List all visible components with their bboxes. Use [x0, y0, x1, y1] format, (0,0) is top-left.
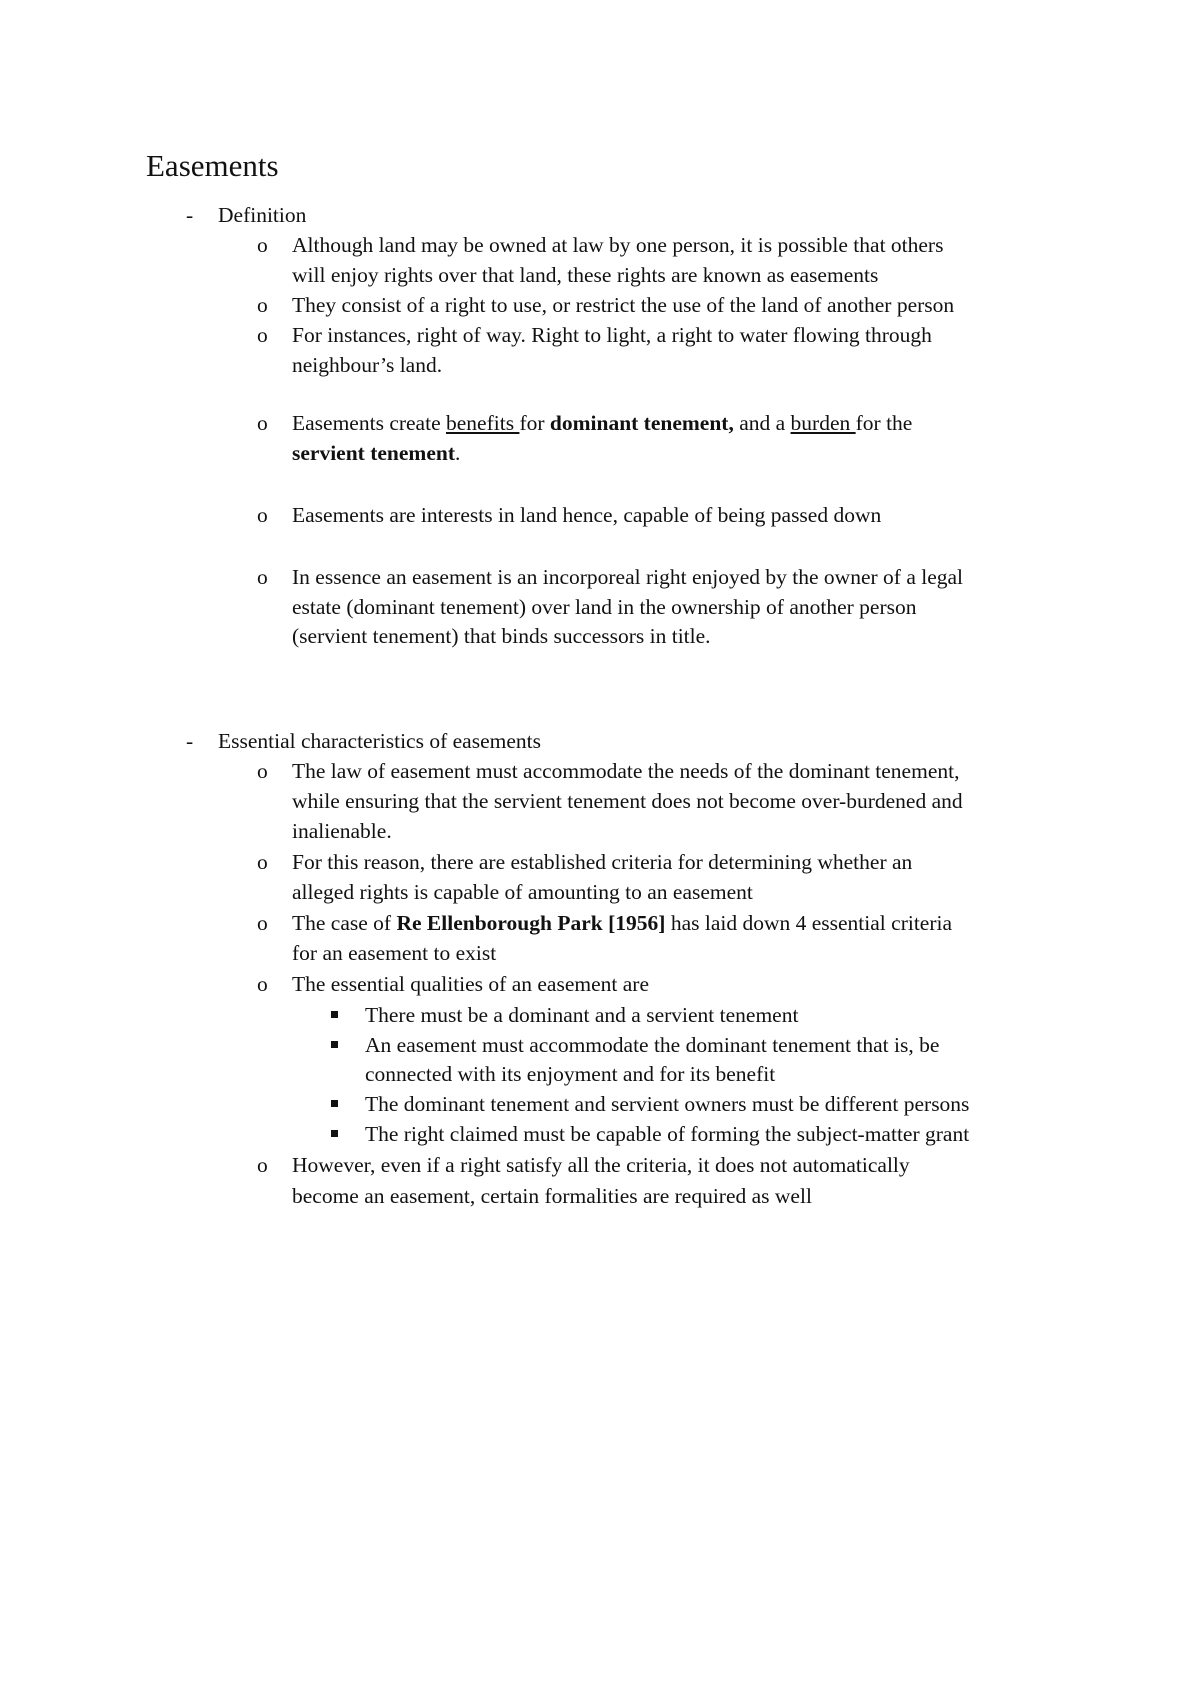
list-item-text: (servient tenement) that binds successors in title. — [292, 624, 711, 648]
square-bullet-icon — [331, 1130, 338, 1137]
list-item-text: For instances, right of way. Right to light, a right to water flowing through — [292, 323, 932, 347]
sub-list-item-text: The dominant tenement and servient owners must be different persons — [365, 1092, 970, 1116]
circle-bullet: o — [257, 972, 268, 996]
text-run: for the — [855, 411, 913, 435]
circle-bullet: o — [257, 1153, 268, 1177]
list-item-text: become an easement, certain formalities are required as well — [292, 1184, 812, 1208]
circle-bullet: o — [257, 233, 268, 257]
text-run: The case of — [292, 911, 397, 935]
square-bullet-icon — [331, 1011, 338, 1018]
circle-bullet: o — [257, 323, 268, 347]
list-item-text: inalienable. — [292, 819, 392, 843]
sub-list-item-text: connected with its enjoyment and for its benefit — [365, 1062, 776, 1086]
list-item-text: They consist of a right to use, or restrict the use of the land of another person — [292, 293, 955, 317]
dash-bullet: - — [186, 203, 194, 227]
list-item-text: alleged rights is capable of amounting to an easement — [292, 880, 753, 904]
list-item-text: However, even if a right satisfy all the criteria, it does not automatically — [292, 1153, 910, 1177]
list-item-text: The law of easement must accommodate the needs of the dominant tenement, — [292, 759, 960, 783]
list-item-text: while ensuring that the servient tenement does not become over-burdened and — [292, 789, 963, 813]
sub-list-item-text: There must be a dominant and a servient tenement — [365, 1003, 799, 1027]
section-heading-text: Essential characteristics of easements — [218, 729, 541, 753]
dash-bullet: - — [186, 729, 194, 753]
sub-list-item-text: The right claimed must be capable of forming the subject-matter grant — [365, 1122, 970, 1146]
bold-term-servient-tenement: servient tenement — [292, 441, 455, 465]
list-item-text: will enjoy rights over that land, these rights are known as easements — [292, 263, 879, 287]
text-run: Easements create — [292, 411, 446, 435]
text-run: and a — [733, 411, 791, 435]
list-item-text: Easements are interests in land hence, capable of being passed down — [292, 503, 882, 527]
underlined-term-burden: burden — [790, 411, 856, 435]
sub-list-item-text: An easement must accommodate the dominant tenement that is, be — [365, 1033, 940, 1057]
bold-case-citation: Re Ellenborough Park [1956] — [396, 911, 666, 935]
section-heading-text: Definition — [218, 203, 307, 227]
list-item-text: for an easement to exist — [292, 941, 497, 965]
circle-bullet: o — [257, 759, 268, 783]
underlined-term-benefits: benefits — [446, 411, 520, 435]
list-item-text — [292, 908, 952, 938]
list-item-text — [292, 408, 912, 438]
circle-bullet: o — [257, 503, 268, 527]
list-item-text: Although land may be owned at law by one person, it is possible that others — [292, 233, 944, 257]
circle-bullet: o — [257, 911, 268, 935]
circle-bullet: o — [257, 850, 268, 874]
list-item-text: neighbour’s land. — [292, 353, 443, 377]
list-item-text — [292, 438, 460, 468]
circle-bullet: o — [257, 293, 268, 317]
circle-bullet: o — [257, 411, 268, 435]
bold-term-dominant-tenement: dominant tenement, — [549, 411, 734, 435]
text-run: for — [519, 411, 550, 435]
square-bullet-icon — [331, 1041, 338, 1048]
text-run: has laid down 4 essential criteria — [665, 911, 953, 935]
text-run: . — [454, 441, 461, 465]
circle-bullet: o — [257, 565, 268, 589]
list-item-text: In essence an easement is an incorporeal right enjoyed by the owner of a legal — [292, 565, 964, 589]
square-bullet-icon — [331, 1100, 338, 1107]
page-title: Easements — [146, 148, 279, 183]
list-item-text: For this reason, there are established criteria for determining whether an — [292, 850, 913, 874]
list-item-text: estate (dominant tenement) over land in the ownership of another person — [292, 595, 917, 619]
list-item-text: The essential qualities of an easement are — [292, 972, 649, 996]
